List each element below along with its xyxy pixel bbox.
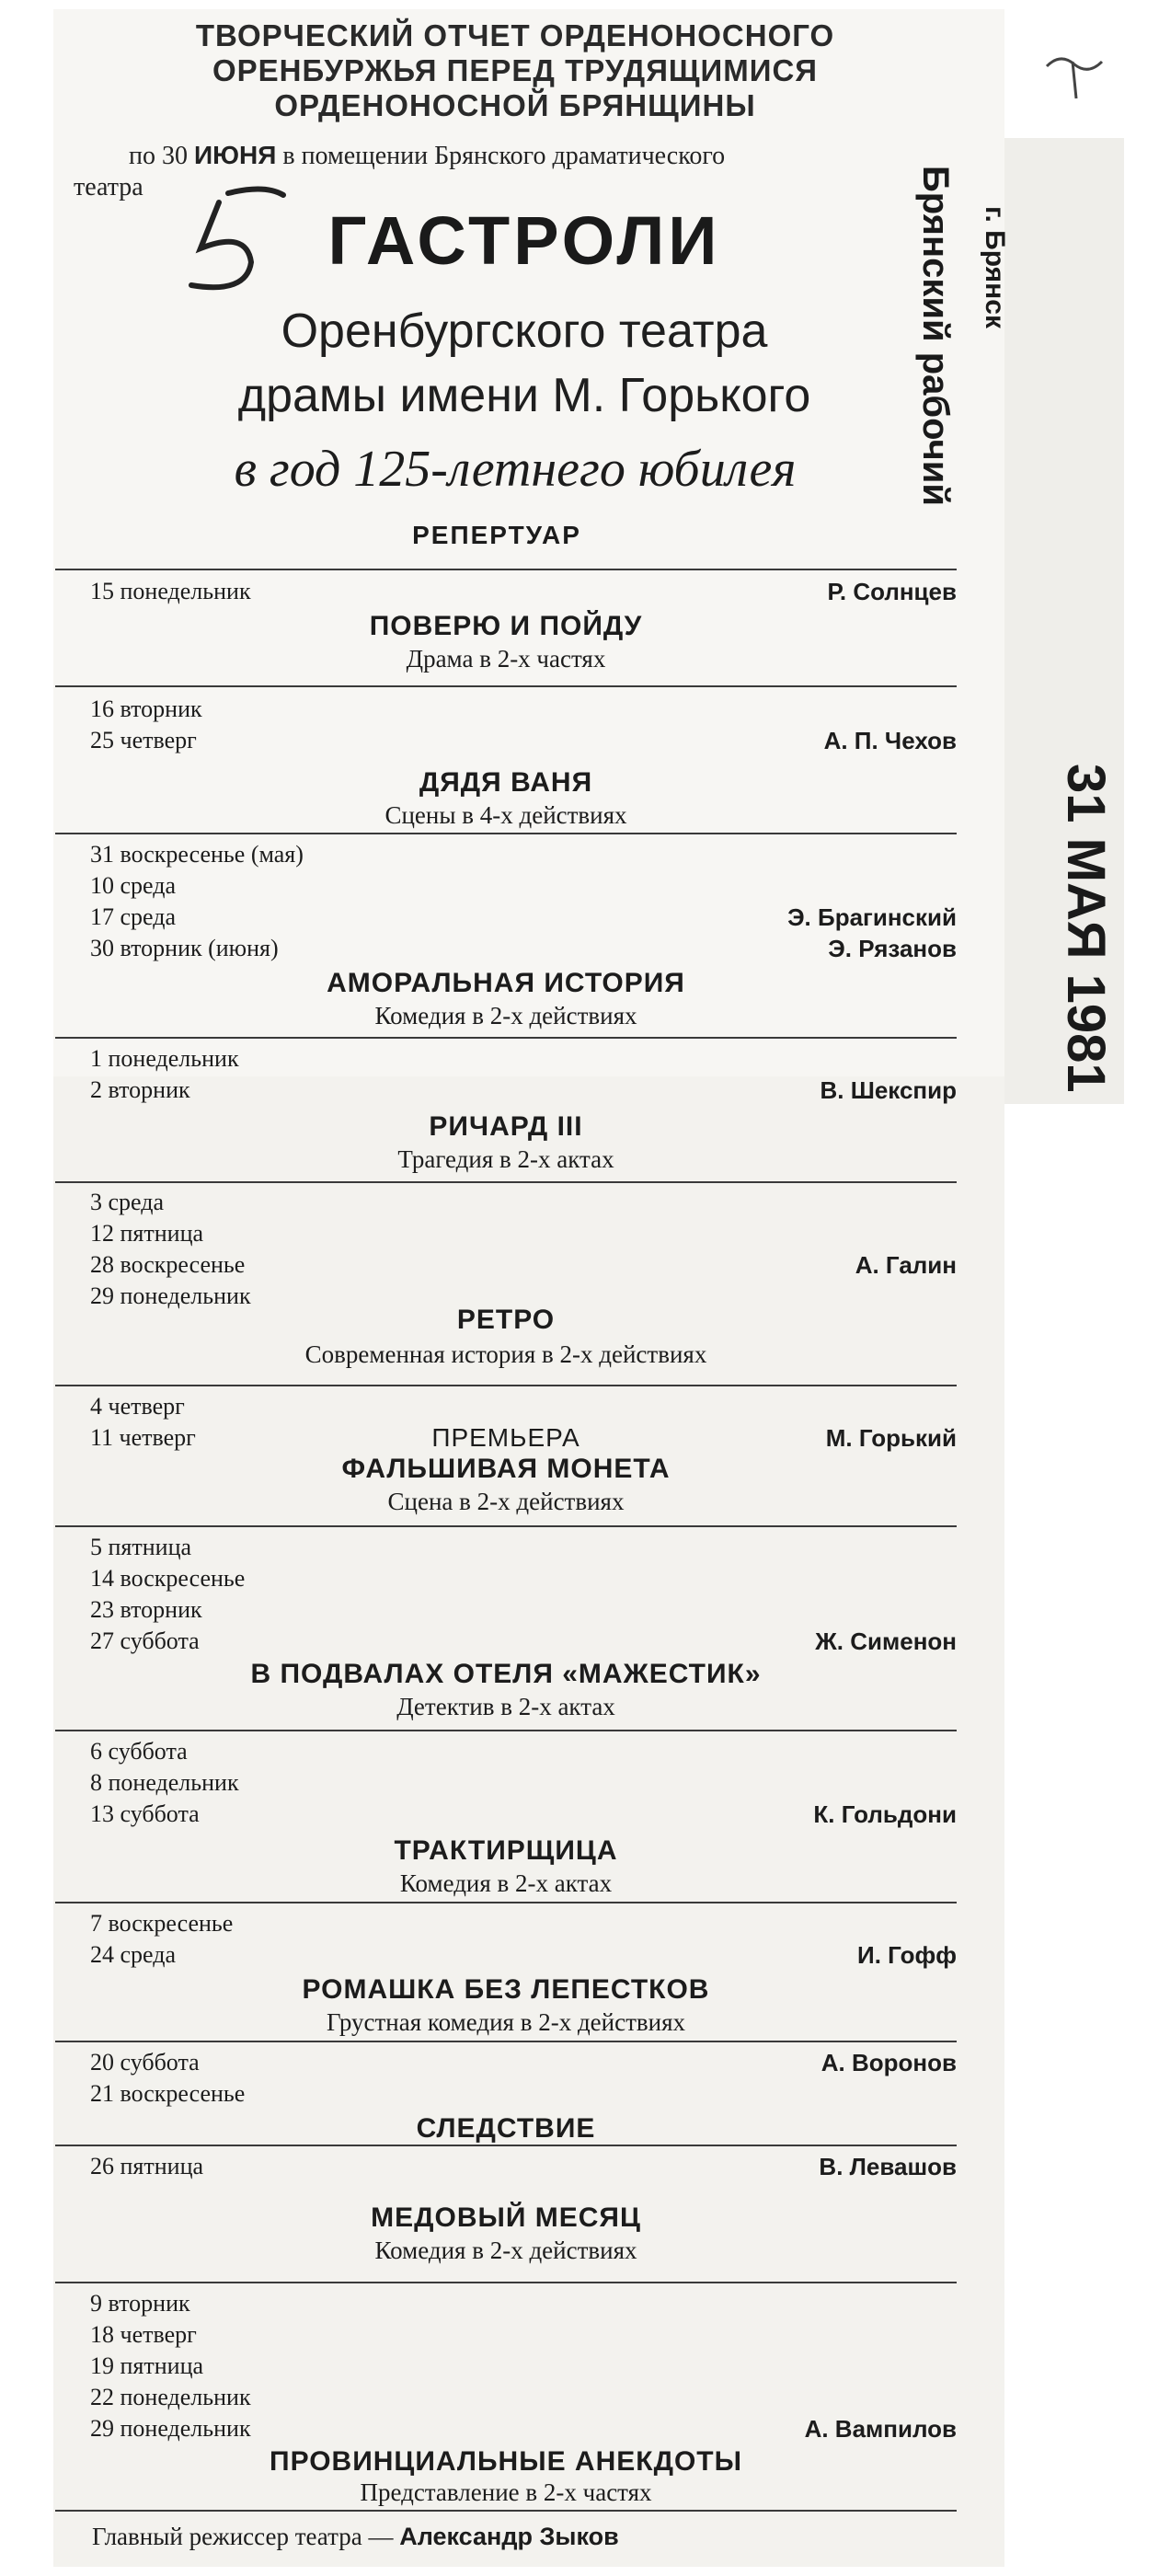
entry-date: 4 четверг	[90, 1393, 185, 1420]
entry-play-title: ДЯДЯ ВАНЯ	[419, 767, 593, 798]
pencil-mark-icon	[1038, 48, 1111, 103]
entry-date: 16 вторник	[90, 696, 202, 722]
entry-date: 23 вторник	[90, 1596, 202, 1623]
date-prefix: по 30	[129, 142, 188, 170]
footer-credit	[92, 2521, 920, 2552]
entry-date: 7 воскресенье	[90, 1910, 234, 1937]
entry-date: 17 среда	[90, 903, 177, 930]
separator	[55, 2510, 957, 2512]
separator	[55, 1385, 957, 1386]
header-line: ТВОРЧЕСКИЙ ОТЧЕТ ОРДЕНОНОСНОГО	[195, 18, 835, 52]
footer-label: Главный режиссер театра —	[92, 2523, 394, 2550]
entry-date: 10 среда	[90, 872, 177, 899]
entry-play-title: ФАЛЬШИВАЯ МОНЕТА	[341, 1454, 671, 1484]
entry-author: К. Гольдони	[813, 1800, 957, 1828]
theatre-name: Оренбургского театра	[281, 305, 768, 358]
premiere-label: ПРЕМЬЕРА	[431, 1423, 580, 1452]
entry-date: 28 воскресенье	[90, 1251, 246, 1278]
entry-date: 14 воскресенье	[90, 1565, 246, 1592]
entry-description: Сцены в 4-х действиях	[384, 801, 627, 829]
entry-dates	[90, 1532, 245, 1657]
separator	[55, 1525, 957, 1527]
entry-description: Комедия в 2-х актах	[399, 1869, 613, 1897]
separator	[55, 1181, 957, 1183]
entry-author: А. Галин	[855, 1251, 957, 1279]
entry-play-title: МЕДОВЫЙ МЕСЯЦ	[371, 2202, 641, 2233]
entry-dates	[90, 576, 251, 607]
entry-author: А. П. Чехов	[823, 727, 957, 754]
entry-date: 25 четверг	[90, 727, 197, 753]
theatre-name-2: драмы имени М. Горького	[237, 369, 811, 422]
entry-date: 21 воскресенье	[90, 2080, 246, 2107]
entry-play-title: ТРАКТИРЩИЦА	[394, 1835, 618, 1866]
separator	[55, 2041, 957, 2042]
entry-dates	[90, 1908, 233, 1971]
footer-director: Александр Зыков	[399, 2523, 619, 2550]
entry-dates	[90, 694, 202, 756]
entry-date: 15 понедельник	[90, 578, 251, 604]
separator	[55, 2282, 957, 2283]
entry-description: Трагедия в 2-х актах	[397, 1145, 614, 1173]
entry-date: 27 суббота	[90, 1627, 200, 1654]
entry-play-title: РИЧАРД III	[429, 1111, 583, 1142]
entry-author: Р. Солнцев	[827, 578, 957, 605]
entry-date: 2 вторник	[90, 1076, 190, 1103]
entry-date: 6 суббота	[90, 1738, 188, 1765]
entry-date: 30 вторник (июня)	[90, 935, 279, 961]
entry-dates	[90, 1043, 239, 1106]
entry-date: 13 суббота	[90, 1800, 200, 1827]
separator	[55, 685, 957, 687]
entry-description: Грустная комедия в 2-х действиях	[326, 2008, 686, 2036]
entry-author: Э. Брагинский	[787, 903, 957, 931]
entry-description: Драма в 2-х частях	[406, 645, 606, 673]
entry-play-title: ПРОВИНЦИАЛЬНЫЕ АНЕКДОТЫ	[270, 2446, 742, 2477]
separator	[55, 1730, 957, 1731]
header-line: ОРДЕНОНОСНОЙ БРЯНЩИНЫ	[274, 88, 756, 122]
entry-date: 9 вторник	[90, 2290, 190, 2317]
entry-play-title: РЕТРО	[456, 1305, 556, 1335]
entry-author: И. Гофф	[857, 1941, 957, 1969]
newspaper-stamp: Брянский рабочий	[915, 166, 956, 506]
header-line: ОРЕНБУРЖЬЯ ПЕРЕД ТРУДЯЩИМИСЯ	[212, 53, 819, 87]
tour-title: ГАСТРОЛИ	[327, 202, 721, 279]
entry-description: Комедия в 2-х действиях	[374, 1002, 637, 1029]
entry-play-title: РОМАШКА БЕЗ ЛЕПЕСТКОВ	[302, 1974, 710, 2005]
entry-author: В. Шекспир	[820, 1076, 957, 1104]
separator	[55, 1037, 957, 1039]
date-rest: в помещении Брянского драматического	[282, 142, 726, 170]
entry-author: Ж. Сименон	[815, 1627, 957, 1655]
entry-date: 24 среда	[90, 1941, 177, 1968]
entry-dates	[90, 2288, 251, 2444]
entry-date: 20 суббота	[90, 2049, 200, 2076]
entry-date: 29 понедельник	[90, 2415, 251, 2442]
entry-date: 8 понедельник	[90, 1769, 239, 1796]
entry-dates	[90, 839, 304, 964]
entry-dates	[90, 2151, 203, 2182]
date-stamp: 31 МАЯ 1981	[1056, 764, 1116, 1093]
entry-author: В. Левашов	[819, 2153, 957, 2180]
jubilee-line: в год 125-летнего юбилея	[234, 441, 797, 498]
entry-date: 26 пятница	[90, 2153, 204, 2179]
entry-play-title: В ПОДВАЛАХ ОТЕЛЯ «МАЖЕСТИК»	[250, 1659, 762, 1689]
entry-description: Сцена в 2-х действиях	[387, 1488, 625, 1515]
entry-date: 12 пятница	[90, 1220, 204, 1247]
separator	[55, 569, 957, 570]
entry-dates	[90, 1187, 251, 1312]
entry-date: 11 четверг	[90, 1424, 196, 1451]
entry-author: А. Вампилов	[804, 2415, 957, 2443]
entry-dates	[90, 2047, 245, 2110]
entry-author: А. Воронов	[820, 2049, 957, 2076]
entry-author: М. Горький	[825, 1424, 957, 1452]
date-theatre: театра	[74, 173, 143, 201]
announcement-header	[120, 18, 911, 123]
entry-play-title: ПОВЕРЮ И ПОЙДУ	[369, 611, 643, 641]
city-stamp: г. Брянск	[980, 206, 1010, 328]
entry-date: 29 понедельник	[90, 1282, 251, 1309]
separator	[55, 1902, 957, 1903]
repertoire-heading: РЕПЕРТУАР	[412, 521, 581, 549]
entry-dates	[90, 1736, 239, 1830]
date-month: ИЮНЯ	[193, 141, 277, 169]
entry-description: Современная история в 2-х действиях	[304, 1340, 707, 1368]
entry-date: 19 пятница	[90, 2352, 204, 2379]
entry-date: 1 понедельник	[90, 1045, 239, 1072]
separator	[55, 2145, 957, 2146]
entry-date: 3 среда	[90, 1189, 165, 1215]
entry-date: 5 пятница	[90, 1534, 192, 1560]
entry-date: 31 воскресенье (мая)	[90, 841, 304, 868]
entry-play-title: АМОРАЛЬНАЯ ИСТОРИЯ	[327, 968, 685, 998]
entry-date: 18 четверг	[90, 2321, 197, 2348]
entry-description: Представление в 2-х частях	[360, 2478, 652, 2506]
entry-date: 22 понедельник	[90, 2384, 251, 2410]
entry-description: Детектив в 2-х актах	[396, 1693, 615, 1720]
entry-description: Комедия в 2-х действиях	[374, 2237, 637, 2264]
separator	[55, 833, 957, 834]
entry-play-title: СЛЕДСТВИЕ	[416, 2113, 596, 2144]
entry-author: Э. Рязанов	[828, 935, 957, 962]
